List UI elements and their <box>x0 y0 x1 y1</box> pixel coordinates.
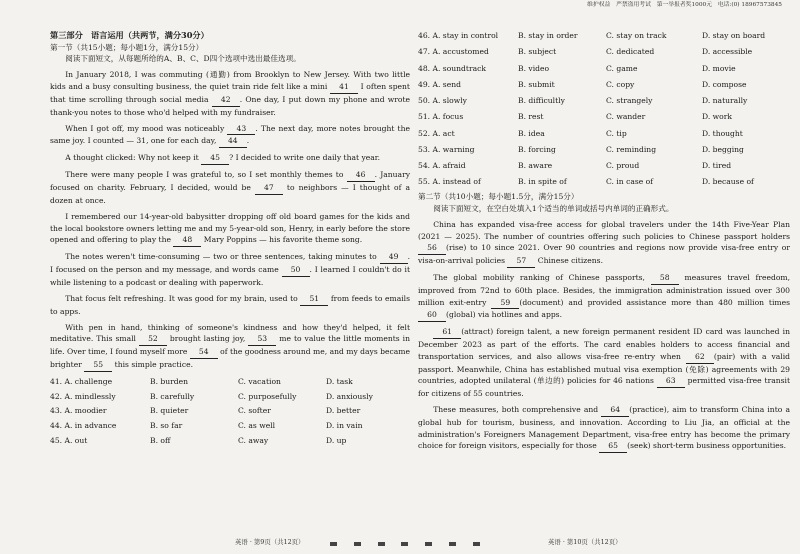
passage-paragraph <box>50 169 410 206</box>
option-choice[interactable]: 44. A. in advance <box>50 421 117 431</box>
text-run: (rise) to 10 since 2021. Over 90 countries and regions now provide visa-free entry or visa-on-arrival policies <box>418 243 790 266</box>
option-choice[interactable]: D. work <box>702 112 732 122</box>
option-choice[interactable]: D. begging <box>702 144 744 154</box>
option-choice[interactable]: B. forcing <box>518 144 556 154</box>
text-run: . <box>246 136 250 146</box>
text-run: from feeds to emails to apps. <box>50 293 410 316</box>
text-run: (global) via hotlines and apps. <box>446 310 562 320</box>
text-run: (document) and provided assistance more than 480 million times <box>519 297 790 307</box>
page-footer-left: 英语 · 第9页（共12页） <box>235 538 305 547</box>
text-run: I remembered our 14-year-old babysitter dropping off old board games for the kids and the local bookstore owners letting me and my 5-year-old son, Henry, in early before the store opened and offering to play the <box>50 211 410 245</box>
passage-paragraph <box>50 322 410 372</box>
option-choice[interactable]: C. tip <box>606 128 627 138</box>
option-choice[interactable]: 54. A. afraid <box>418 161 466 171</box>
passage-paragraph <box>418 219 790 268</box>
text-run: (attract) foreign talent, a new foreign permanent resident ID card was launched in December 2023 as part of the efforts. The card enables holders to access financial and transportation services, and also allows visa-free re-entry when <box>418 327 790 361</box>
divider-dash <box>401 542 408 546</box>
option-choice[interactable]: D. because of <box>702 177 754 187</box>
text-run: The notes weren't time-consuming — two or three sentences, taking minutes to <box>65 252 380 262</box>
option-choice[interactable]: D. anxiously <box>326 391 373 401</box>
passage-paragraph <box>50 251 410 288</box>
text-run: These measures, both comprehensive and <box>433 405 602 415</box>
options-41-45 <box>50 376 410 447</box>
text-run: With pen in hand, thinking of someone's kindness and how they'd helped, it felt meditative. This small <box>50 322 410 344</box>
option-choice[interactable]: B. aware <box>518 161 553 171</box>
text-run: A thought clicked: Why not keep it <box>65 153 202 163</box>
option-choice[interactable]: D. task <box>326 376 353 386</box>
text-run: . January focused on charity. February, I decided, would be <box>50 170 410 193</box>
text-run: brought lasting joy, <box>166 334 249 344</box>
section-title: 第三部分 语言运用（共两节，满分30分） <box>50 30 209 40</box>
option-choice[interactable]: C. game <box>606 63 638 73</box>
divider-dash <box>354 542 361 546</box>
blank-43[interactable]: 43 <box>227 123 255 136</box>
text-run: I often spent that time scrolling through social media <box>50 82 410 104</box>
option-choice[interactable]: C. vacation <box>238 376 281 386</box>
option-choice[interactable]: B. rest <box>518 112 544 122</box>
blank-64[interactable]: 64 <box>601 404 629 417</box>
subsection-1-title: 第一节（共15小题；每小题1分，满分15分） <box>50 42 204 52</box>
option-choice[interactable]: D. thought <box>702 128 743 138</box>
option-choice[interactable]: C. in case of <box>606 177 654 187</box>
blank-56[interactable]: 56 <box>418 242 446 255</box>
option-choice[interactable]: 45. A. out <box>50 435 88 445</box>
option-choice[interactable]: B. video <box>518 63 550 73</box>
option-choice[interactable]: B. subject <box>518 47 557 57</box>
option-choice[interactable]: D. tired <box>702 161 732 171</box>
option-choice[interactable]: 55. A. instead of <box>418 177 481 187</box>
passage-paragraph <box>50 293 410 318</box>
option-choice[interactable]: B. submit <box>518 79 555 89</box>
option-choice[interactable]: 53. A. warning <box>418 144 475 154</box>
option-choice[interactable]: C. strangely <box>606 96 653 106</box>
option-choice[interactable]: 48. A. soundtrack <box>418 63 486 73</box>
option-choice[interactable]: 52. A. act <box>418 128 455 138</box>
text-run: (seek) short-term business opportunities. <box>627 441 787 451</box>
text-run: ? I decided to write one daily that year. <box>229 153 380 163</box>
cloze-passage <box>50 69 410 371</box>
instructions-1: 阅读下面短文，从每题所给的A、B、C、D四个选项中选出最佳选项。 <box>65 54 301 64</box>
option-choice[interactable]: B. so far <box>150 421 183 431</box>
option-choice[interactable]: D. better <box>326 406 361 416</box>
text-run: When I got off, my mood was noticeably <box>65 123 228 133</box>
text-run: In January 2018, I was commuting (通勤) from Brooklyn to New Jersey. With two little kids and a busy consulting business, the quiet train ride felt like a mini <box>50 70 410 92</box>
option-choice[interactable]: 41. A. challenge <box>50 376 113 386</box>
page-footer-right: 英语 · 第10页（共12页） <box>548 538 622 547</box>
option-choice[interactable]: C. wander <box>606 112 646 122</box>
text-run: Mary Poppins — his favorite theme song. <box>201 235 363 245</box>
text-run: The global mobility ranking of Chinese passports, <box>433 273 651 283</box>
option-choice[interactable]: C. proud <box>606 161 640 171</box>
text-run: permitted visa-free transit for citizens of 55 countries. <box>418 376 791 399</box>
blank-54[interactable]: 54 <box>190 346 218 359</box>
option-choice[interactable]: 47. A. accustomed <box>418 47 489 57</box>
text-run: measures travel freedom, improved from 72nd to 60th place. Besides, the immigration administration issued over 300 million exit-entry <box>418 273 791 307</box>
blank-58[interactable]: 58 <box>651 272 679 285</box>
option-choice[interactable]: B. idea <box>518 128 545 138</box>
passage-paragraph <box>50 211 410 247</box>
text-run: (practice), aim to transform China into a global hub for tourism, business, and innovation. According to Liu Jia, an official at the administration's Foreigners Management Department, visa-free entry has become the primary choice for foreign visitors, especially for those <box>418 405 790 451</box>
text-run: Chinese citizens. <box>535 256 603 266</box>
option-choice[interactable]: 42. A. mindlessly <box>50 391 116 401</box>
blank-62[interactable]: 62 <box>686 351 714 364</box>
option-choice[interactable]: 50. A. slowly <box>418 96 467 106</box>
option-choice[interactable]: B. burden <box>150 376 189 386</box>
blank-61[interactable]: 61 <box>433 326 461 339</box>
option-choice[interactable]: C. copy <box>606 79 635 89</box>
blank-51[interactable]: 51 <box>300 293 328 306</box>
options-46-55 <box>418 30 790 188</box>
passage-paragraph <box>50 123 410 149</box>
passage-paragraph <box>50 69 410 118</box>
text-run: to neighbors — I thought of a dozen at once. <box>50 183 410 205</box>
text-run: . One day, I put down my phone and wrote thank-you notes to those who'd helped with my fundraiser. <box>50 94 410 117</box>
blank-49[interactable]: 49 <box>380 251 408 264</box>
passage-paragraph <box>418 272 790 322</box>
option-choice[interactable]: 49. A. send <box>418 79 461 89</box>
blank-59[interactable]: 59 <box>491 297 519 310</box>
text-run: (pair) with a valid passport. Meanwhile, China has established mutual visa exemption (免除) agreements with 29 countries, adopted unilateral (单边的) policies for 46 nations <box>418 351 790 386</box>
left-page <box>50 0 410 554</box>
right-page <box>418 0 790 554</box>
divider-dash <box>330 542 337 546</box>
option-choice[interactable]: 43. A. moodier <box>50 406 107 416</box>
blank-48[interactable]: 48 <box>173 234 201 247</box>
blank-47[interactable]: 47 <box>255 182 283 195</box>
option-choice[interactable]: B. stay in order <box>518 31 578 40</box>
text-run: of the goodness around me, and my days became brighter <box>50 347 410 369</box>
blank-57[interactable]: 57 <box>507 255 535 268</box>
option-choice[interactable]: D. accessible <box>702 47 753 57</box>
instructions-2: 阅读下面短文，在空白处填入1个适当的单词或括号内单词的正确形式。 <box>433 203 674 213</box>
text-run: . I focused on the person and my message, and words came <box>50 252 410 275</box>
option-choice[interactable]: C. reminding <box>606 144 657 154</box>
text-run: me to value the little moments in life. Over time, I found myself more <box>50 334 411 357</box>
blank-52[interactable]: 52 <box>139 333 167 346</box>
blank-53[interactable]: 53 <box>248 333 276 346</box>
option-choice[interactable]: 46. A. stay in control <box>418 31 499 40</box>
text-run: That focus felt refreshing. It was good for my brain, used to <box>65 293 301 303</box>
text-run: . The next day, more notes brought the same joy. I counted — 31, one for each day, <box>50 123 410 146</box>
text-run: this simple practice. <box>112 359 193 369</box>
option-choice[interactable]: D. movie <box>702 63 736 73</box>
blank-46[interactable]: 46 <box>347 169 375 182</box>
blank-63[interactable]: 63 <box>657 375 685 388</box>
passage-paragraph <box>418 404 790 453</box>
option-choice[interactable]: D. compose <box>702 79 747 89</box>
blank-65[interactable]: 65 <box>599 440 627 453</box>
option-choice[interactable]: C. away <box>238 435 269 445</box>
option-choice[interactable]: B. quieter <box>150 406 189 416</box>
option-choice[interactable]: C. dedicated <box>606 47 655 57</box>
option-choice[interactable]: B. carefully <box>150 391 195 401</box>
text-run: There were many people I was grateful to, so I set monthly themes to <box>65 170 347 180</box>
option-choice[interactable]: 51. A. focus <box>418 112 464 122</box>
option-choice[interactable]: B. off <box>150 435 171 445</box>
blank-42[interactable]: 42 <box>212 94 240 107</box>
grammar-fill-passage <box>418 219 790 453</box>
option-choice[interactable]: C. purposefully <box>238 391 297 401</box>
option-choice[interactable]: D. stay on board <box>702 31 766 40</box>
option-choice[interactable]: B. difficultly <box>518 96 565 106</box>
passage-paragraph <box>50 152 410 165</box>
option-choice[interactable]: D. in vain <box>326 421 363 431</box>
option-choice[interactable]: C. softer <box>238 406 271 416</box>
text-run: China has expanded visa-free access for global travelers under the 14th Five-Year Plan (2021 — 2025). The number of countries offering such policies to Chinese passport holders <box>418 219 790 241</box>
blank-50[interactable]: 50 <box>282 264 310 277</box>
option-choice[interactable]: C. as well <box>238 421 276 431</box>
text-run: . I learned I couldn't do it while listening to a podcast or dealing with paperwork. <box>50 265 411 287</box>
option-choice[interactable]: D. up <box>326 435 347 445</box>
passage-paragraph <box>418 326 790 400</box>
divider-dash <box>378 542 385 546</box>
blank-55[interactable]: 55 <box>84 359 112 372</box>
blank-41[interactable]: 41 <box>330 81 358 94</box>
blank-60[interactable]: 60 <box>418 309 446 322</box>
blank-44[interactable]: 44 <box>219 135 247 148</box>
page-header: 维护权益 严禁盗用考试 第一举报者奖1000元 电话:(0) 18967573845 <box>587 2 782 8</box>
option-choice[interactable]: D. naturally <box>702 96 748 106</box>
option-choice[interactable]: C. stay on track <box>606 31 667 40</box>
subsection-2-title: 第二节（共10小题；每小题1.5分，满分15分） <box>418 192 579 202</box>
blank-45[interactable]: 45 <box>201 152 229 165</box>
option-choice[interactable]: B. in spite of <box>518 177 567 187</box>
